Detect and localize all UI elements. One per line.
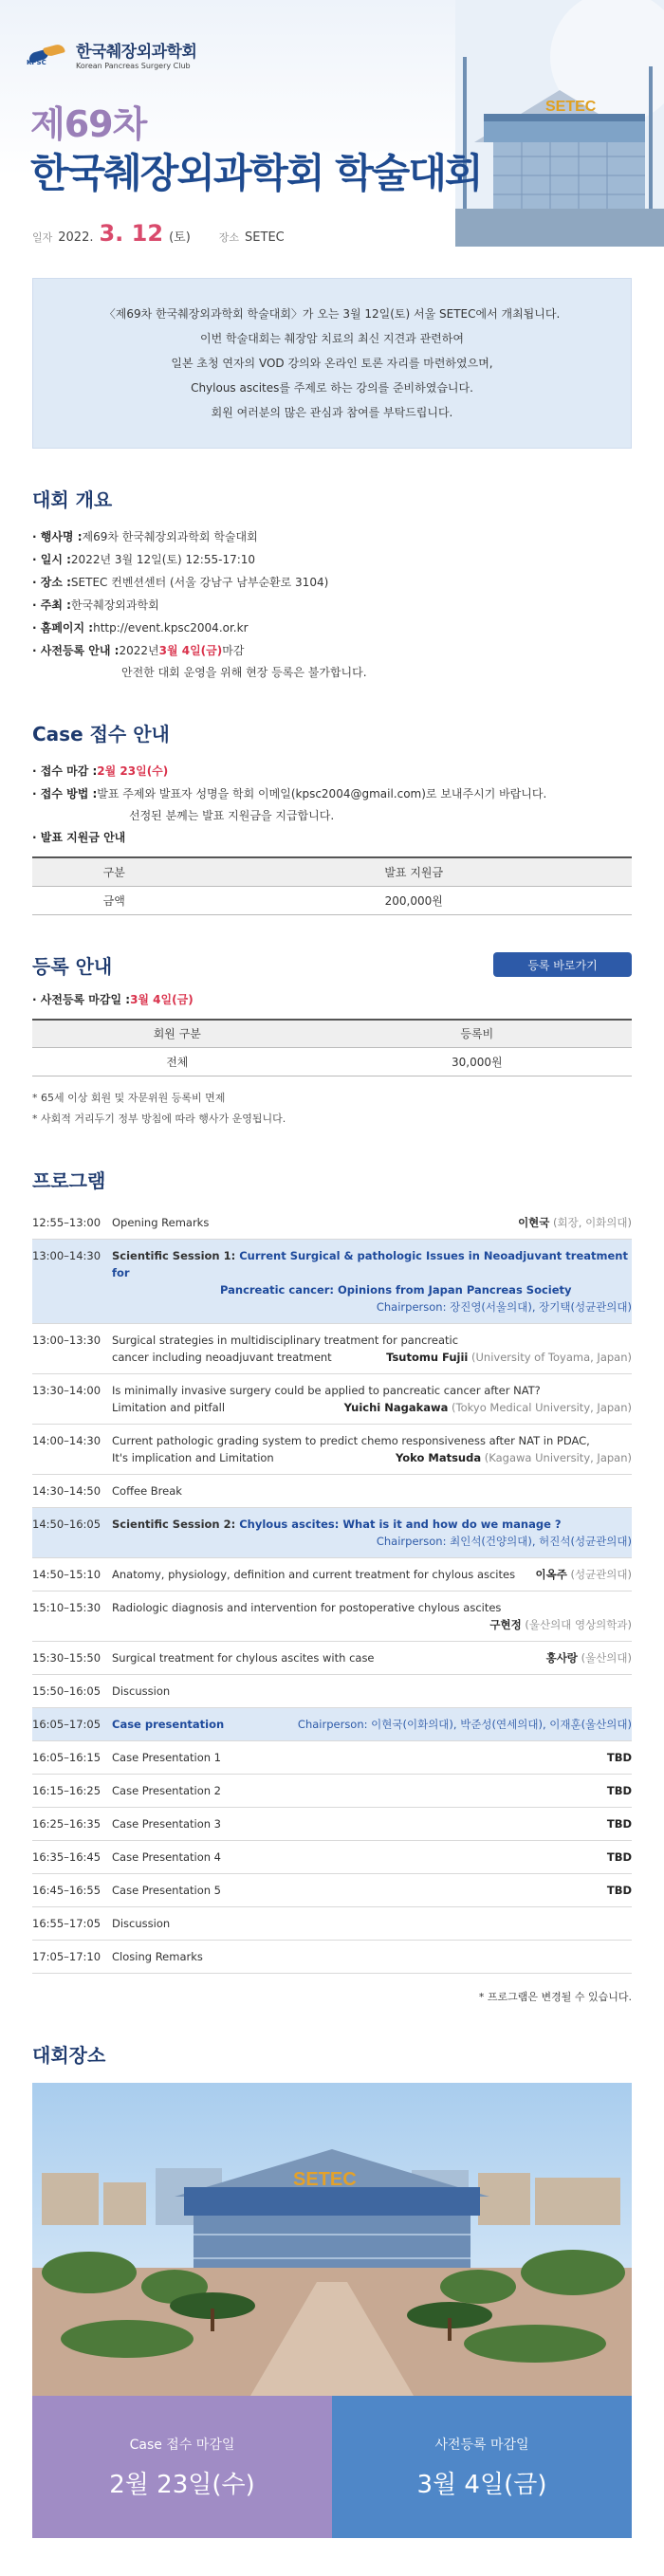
- program-row-session: 14:50–16:05 Scientific Session 2: Chylous ascites: What is it and how do we manage ? Chairperson: 최인석(건양의대), 허진석(성균관의대): [32, 1508, 632, 1558]
- hero-header: [0, 0, 664, 251]
- case-support-label: · 발표 지원금 안내: [32, 831, 126, 844]
- svg-text:SETEC: SETEC: [545, 99, 597, 115]
- overview-item: · 주최 : 한국췌장외과학회: [32, 598, 159, 612]
- date-label: 일자: [32, 231, 53, 244]
- case-deadline-label: Case 접수 마감일: [129, 2437, 235, 2453]
- case-deadline: · 접수 마감 : 2월 23일(수): [32, 764, 169, 778]
- program-row-session: 16:05–17:05 Case presentation Chairperson: 이현국(이화의대), 박준성(연세의대), 이재훈(울산의대): [32, 1708, 632, 1741]
- logo-korean: 한국췌장외과학회: [76, 43, 197, 62]
- logo-mark-icon: KPSC: [27, 42, 68, 66]
- program-row-break: 14:30–14:50 Coffee Break: [32, 1475, 632, 1508]
- venue-photo: [32, 2083, 632, 2396]
- registration-section: [0, 951, 664, 1131]
- event-main-title: 한국췌장외과학회 학술대회: [30, 150, 482, 196]
- intro-line: 회원 여러분의 많은 관심과 참여를 부탁드립니다.: [211, 406, 453, 419]
- overview-item: · 일시 : 2022년 3월 12일(토) 12:55-17:10: [32, 553, 256, 566]
- program-row: 14:00–14:30 Current pathologic grading system to predict chemo responsiveness after NAT in PDAC, It's implication and Limitation Yoko Matsuda (Kagawa University, Japan): [32, 1425, 632, 1475]
- program-row: 16:55–17:05 Discussion: [32, 1907, 632, 1941]
- program-row: 14:50–15:10 Anatomy, physiology, definition and current treatment for chylous ascites 이옥주 (성균관의대): [32, 1558, 632, 1592]
- svg-text:SETEC: SETEC: [293, 2169, 357, 2190]
- program-row: 12:55–13:00 Opening Remarks 이현국 (회장, 이화의대): [32, 1206, 632, 1240]
- society-logo: [27, 38, 196, 70]
- intro-line: 일본 초청 연자의 VOD 강의와 온라인 토론 자리를 마련하였으며,: [171, 357, 493, 370]
- program-row: 17:05–17:10 Closing Remarks: [32, 1941, 632, 1974]
- prereg-deadline-label: 사전등록 마감일: [434, 2437, 529, 2453]
- event-number-title: 제69차: [30, 103, 147, 145]
- overview-title: 대회 개요: [32, 488, 113, 511]
- venue-name: SETEC: [245, 230, 285, 245]
- registration-deadline: · 사전등록 마감일 : 3월 4일(금): [32, 992, 194, 1006]
- program-section: [0, 1166, 664, 2004]
- intro-line: 〈제69차 한국췌장외과학회 학술대회〉가 오는 3월 12일(토) 서울 SETEC에서 개최됩니다.: [103, 307, 561, 321]
- venue-section: [0, 2040, 664, 2068]
- deadline-banner: [32, 2396, 632, 2538]
- case-method-note: 선정된 분께는 발표 지원금을 지급합니다.: [129, 809, 335, 822]
- case-support-table: [32, 856, 632, 915]
- overview-section: [0, 485, 664, 683]
- intro-line: Chylous ascites를 주제로 하는 강의를 준비하였습니다.: [191, 381, 473, 395]
- case-deadline-date: 2월 23일(수): [109, 2470, 255, 2499]
- program-row: 13:30–14:00 Is minimally invasive surgery could be applied to pancreatic cancer after NAT? Limitation and pitfall Yuichi Nagakawa (Tokyo Medical University, Japan): [32, 1374, 632, 1425]
- case-title: Case 접수 안내: [32, 723, 170, 745]
- program-row: 16:05–16:15 Case Presentation 1 TBD: [32, 1741, 632, 1775]
- prereg-deadline-card: [332, 2396, 632, 2538]
- venue-label: 장소: [218, 231, 240, 244]
- logo-english: Korean Pancreas Surgery Club: [76, 62, 191, 70]
- intro-line: 이번 학술대회는 췌장암 치료의 최신 지견과 관련하여: [200, 332, 464, 345]
- prereg-deadline-date: 3월 4일(금): [416, 2470, 547, 2499]
- program-row-session: 13:00–14:30 Scientific Session 1: Current Surgical & pathologic Issues in Neoadjuvant treatment for Pancreatic cancer: Opinions from Japan Pancreas Society Chairperson: 장진영(서울의대), 장기택(성균관의대): [32, 1240, 632, 1324]
- program-title: 프로그램: [32, 1169, 106, 1192]
- table-row: 전체 30,000원: [32, 1048, 632, 1076]
- program-row: 16:15–16:25 Case Presentation 2 TBD: [32, 1775, 632, 1808]
- case-method: · 접수 방법 : 발표 주제와 발표자 성명을 학회 이메일(kpsc2004@gmail.com)로 보내주시기 바랍니다.: [32, 787, 547, 800]
- program-row: 16:35–16:45 Case Presentation 4 TBD: [32, 1841, 632, 1874]
- table-row: 금액 200,000원: [32, 886, 632, 914]
- registration-title: 등록 안내: [32, 954, 113, 978]
- setec-building-illustration: [455, 0, 664, 247]
- date-year: 2022.: [58, 230, 94, 245]
- register-now-button[interactable]: 등록 바로가기: [493, 952, 632, 977]
- setec-venue-illustration: [32, 2083, 632, 2396]
- date-weekday: (토): [169, 230, 191, 245]
- program-row: 15:50–16:05 Discussion: [32, 1675, 632, 1708]
- table-header: 구분: [32, 857, 195, 886]
- program-row: 15:30–15:50 Surgical treatment for chylous ascites with case 홍사랑 (울산의대): [32, 1642, 632, 1675]
- program-table: [32, 1206, 632, 1974]
- intro-box: [32, 278, 632, 449]
- case-section: [0, 719, 664, 915]
- program-row: 16:25–16:35 Case Presentation 3 TBD: [32, 1808, 632, 1841]
- program-row: 13:00–13:30 Surgical strategies in multidisciplinary treatment for pancreatic cancer including neoadjuvant treatment Tsutomu Fujii (University of Toyama, Japan): [32, 1324, 632, 1374]
- homepage-link[interactable]: · 홈페이지 : http://event.kpsc2004.or.kr: [32, 621, 249, 635]
- table-header: 등록비: [323, 1020, 632, 1048]
- prereg-note: 안전한 대회 운영을 위해 현장 등록은 불가합니다.: [121, 666, 367, 679]
- case-deadline-card: [32, 2396, 332, 2538]
- venue-title: 대회장소: [32, 2044, 106, 2067]
- program-row: 15:10–15:30 Radiologic diagnosis and intervention for postoperative chylous ascites 구현정 (울산의대 영상의학과): [32, 1592, 632, 1642]
- program-row: 16:45–16:55 Case Presentation 5 TBD: [32, 1874, 632, 1907]
- event-date-venue: [32, 220, 285, 247]
- program-note: * 프로그램은 변경될 수 있습니다.: [478, 1991, 632, 2003]
- registration-note: * 사회적 거리두기 정부 방침에 따라 행사가 운영됩니다.: [32, 1113, 286, 1125]
- registration-note: * 65세 이상 회원 및 자문위원 등록비 면제: [32, 1092, 226, 1104]
- table-header: 회원 구분: [32, 1020, 323, 1048]
- prereg-info: · 사전등록 안내 : 2022년 3월 4일(금) 마감: [32, 644, 245, 657]
- overview-item: · 장소 : SETEC 컨벤션센터 (서울 강남구 남부순환로 3104): [32, 576, 329, 589]
- table-header: 발표 지원금: [195, 857, 632, 886]
- overview-item: · 행사명 : 제69차 한국췌장외과학회 학술대회: [32, 530, 258, 543]
- registration-fee-table: [32, 1019, 632, 1077]
- date-day-big: 3. 12: [99, 220, 164, 247]
